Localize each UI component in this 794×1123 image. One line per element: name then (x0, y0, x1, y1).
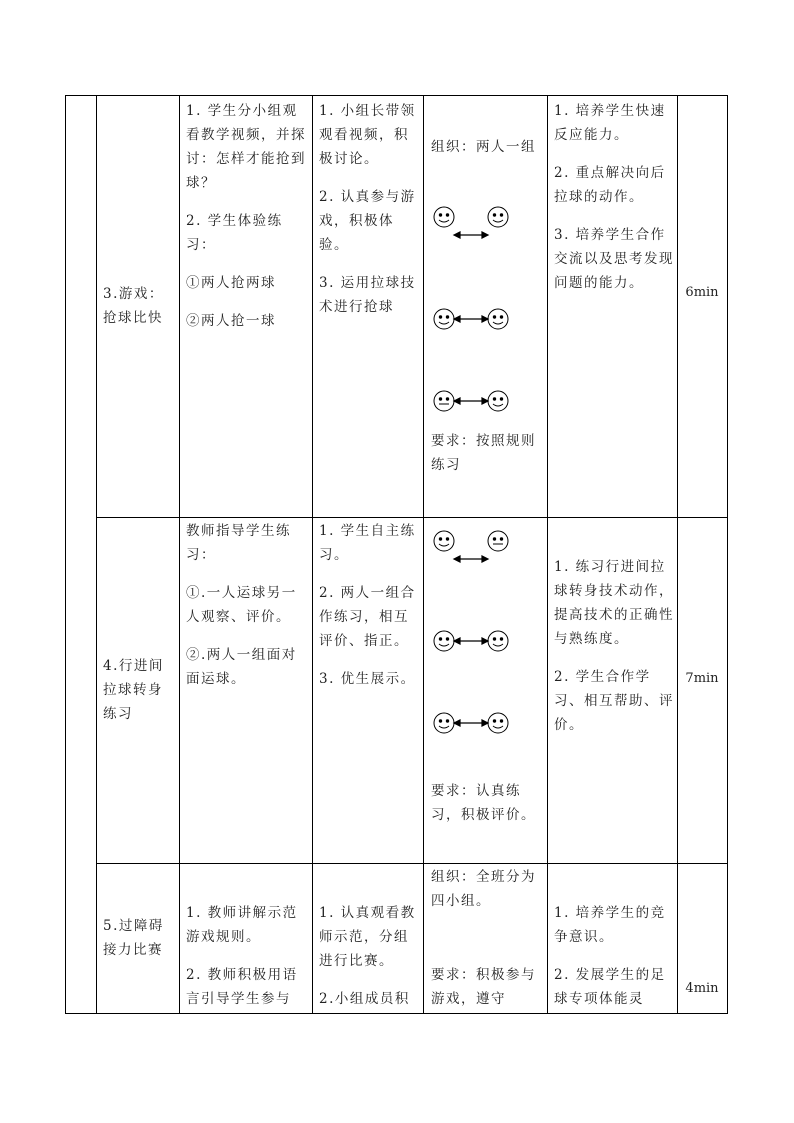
neutral-face-icon (488, 531, 508, 551)
row3-goal: 1. 培养学生的竞争意识。 2. 发展学生的足球专项体能灵 (554, 905, 666, 1007)
diagram-pair-2 (430, 307, 515, 333)
double-arrow-icon (454, 720, 488, 726)
smiley-icon (488, 207, 508, 227)
smiley-icon (434, 309, 454, 329)
diagram-pair-5 (430, 629, 515, 655)
diagram-pair-3 (430, 389, 515, 415)
double-arrow-icon (454, 638, 488, 644)
row1-student: 1. 小组长带领观看视频，积极讨论。 2. 认真参与游戏，积极体验。 3. 运用拉球技术进行抢球 (319, 103, 416, 315)
smiley-icon (434, 713, 454, 733)
row3-teacher: 1. 教师讲解示范游戏规则。 2. 教师积极用语言引导学生参与 (186, 905, 298, 1007)
lesson-plan-table (65, 95, 728, 1014)
double-arrow-icon (454, 398, 488, 404)
smiley-icon (488, 713, 508, 733)
double-arrow-icon (454, 556, 488, 562)
row3-time: 4min (685, 981, 719, 996)
smiley-icon (488, 309, 508, 329)
row3-org-top: 组织：全班分为四小组。 (431, 869, 536, 909)
row2-item: 4.行进间拉球转身练习 (103, 658, 164, 722)
smiley-icon (488, 631, 508, 651)
smiley-icon (434, 207, 454, 227)
row3-item: 5.过障碍接力比赛 (103, 918, 164, 958)
row2-goal: 1. 练习行进间拉球转身技术动作，提高技术的正确性与熟练度。 2. 学生合作学习、相互帮助、评价。 (554, 559, 674, 733)
row2-org-bottom: 要求：认真练习，积极评价。 (431, 783, 536, 823)
double-arrow-icon (454, 232, 488, 238)
diagram-pair-6 (430, 711, 515, 737)
smiley-icon (434, 531, 454, 551)
smiley-icon (488, 391, 508, 411)
diagram-pair-1 (430, 205, 515, 245)
row1-org-top: 组织：两人一组 (431, 139, 536, 155)
row3-student: 1. 认真观看教师示范，分组进行比赛。 2.小组成员积 (319, 905, 416, 1007)
neutral-face-icon (434, 391, 454, 411)
row2-student: 1. 学生自主练习。 2. 两人一组合作练习，相互评价、指正。 3. 优生展示。 (319, 523, 416, 687)
row1-time: 6min (685, 285, 719, 300)
row1-teacher: 1. 学生分小组观看教学视频，并探讨：怎样才能抢到球？ 2. 学生体验练习： ①两人抢两球 ②两人抢一球 (186, 103, 306, 329)
row3-org-bottom: 要求：积极参与游戏，遵守 (431, 967, 536, 1007)
diagram-pair-4 (430, 529, 515, 569)
smiley-icon (434, 631, 454, 651)
row1-org-bottom: 要求：按照规则练习 (431, 433, 536, 473)
row1-item: 3.游戏：抢球比快 (103, 286, 164, 326)
row2-teacher: 教师指导学生练习： ①.一人运球另一人观察、评价。 ②.两人一组面对面运球。 (186, 523, 297, 687)
row2-time: 7min (685, 671, 719, 686)
row1-goal: 1. 培养学生快速反应能力。 2. 重点解决向后拉球的动作。 3. 培养学生合作交流以及思考发现问题的能力。 (554, 103, 674, 291)
double-arrow-icon (454, 316, 488, 322)
